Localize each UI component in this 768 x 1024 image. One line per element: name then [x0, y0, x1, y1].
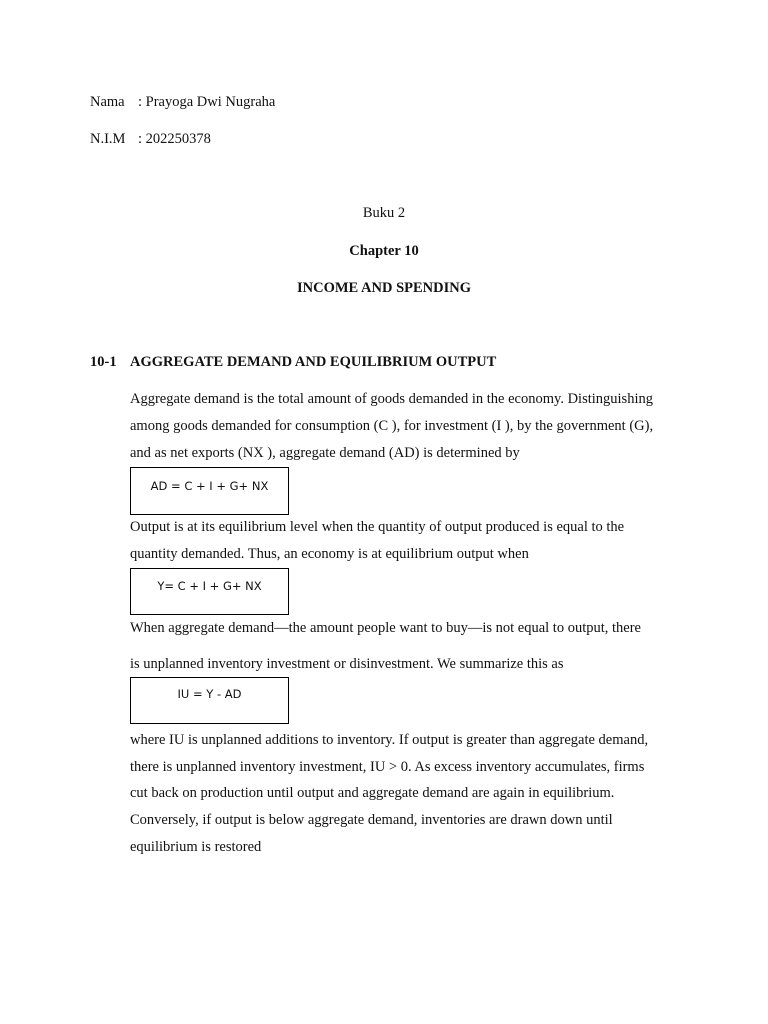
paragraph-4-line-3: cut back on production until output and aggregate demand are again in equilibrium.: [130, 785, 615, 801]
formula-unplanned-inventory: IU = Y - AD: [177, 687, 242, 701]
paragraph-4-line-1: where IU is unplanned additions to inventory. If output is greater than aggregate demand,: [130, 732, 649, 748]
chapter-title: Chapter 10: [349, 243, 419, 259]
subject-title: INCOME AND SPENDING: [296, 280, 471, 296]
paragraph-1-line-2: among goods demanded for consumption (C ), for investment (I ), by the government (G),: [130, 418, 654, 434]
paragraph-4-line-5: equilibrium is restored: [130, 839, 262, 855]
paragraph-3-line-2: is unplanned inventory investment or disinvestment. We summarize this as: [130, 656, 564, 672]
paragraph-2-line-2: quantity demanded. Thus, an economy is at equilibrium output when: [130, 546, 529, 562]
paragraph-3-line-1: When aggregate demand—the amount people want to buy—is not equal to output, there: [130, 620, 641, 636]
book-title: Buku 2: [362, 205, 406, 221]
paragraph-2-line-1: Output is at its equilibrium level when the quantity of output produced is equal to the: [130, 519, 625, 535]
name-value: : Prayoga Dwi Nugraha: [138, 94, 276, 110]
student-name-row: [90, 93, 275, 111]
nim-label: N.I.M: [90, 131, 126, 147]
section-number: 10-1: [90, 354, 117, 370]
formula-equilibrium-output: Y= C + I + G+ NX: [157, 579, 262, 593]
paragraph-4-line-4: Conversely, if output is below aggregate demand, inventories are drawn down until: [130, 812, 613, 828]
paragraph-1-line-1: Aggregate demand is the total amount of goods demanded in the economy. Distinguishing: [130, 391, 653, 407]
paragraph-4-line-2: there is unplanned inventory investment, IU > 0. As excess inventory accumulates, firms: [130, 759, 645, 775]
paragraph-1-line-3: and as net exports (NX ), aggregate demand (AD) is determined by: [130, 445, 520, 461]
section-title: AGGREGATE DEMAND AND EQUILIBRIUM OUTPUT: [130, 354, 497, 370]
section-heading: [90, 353, 496, 371]
student-nim-row: [90, 130, 211, 148]
name-label: Nama: [90, 94, 125, 110]
formula-aggregate-demand: AD = C + I + G+ NX: [150, 479, 269, 493]
nim-value: : 202250378: [138, 131, 211, 147]
